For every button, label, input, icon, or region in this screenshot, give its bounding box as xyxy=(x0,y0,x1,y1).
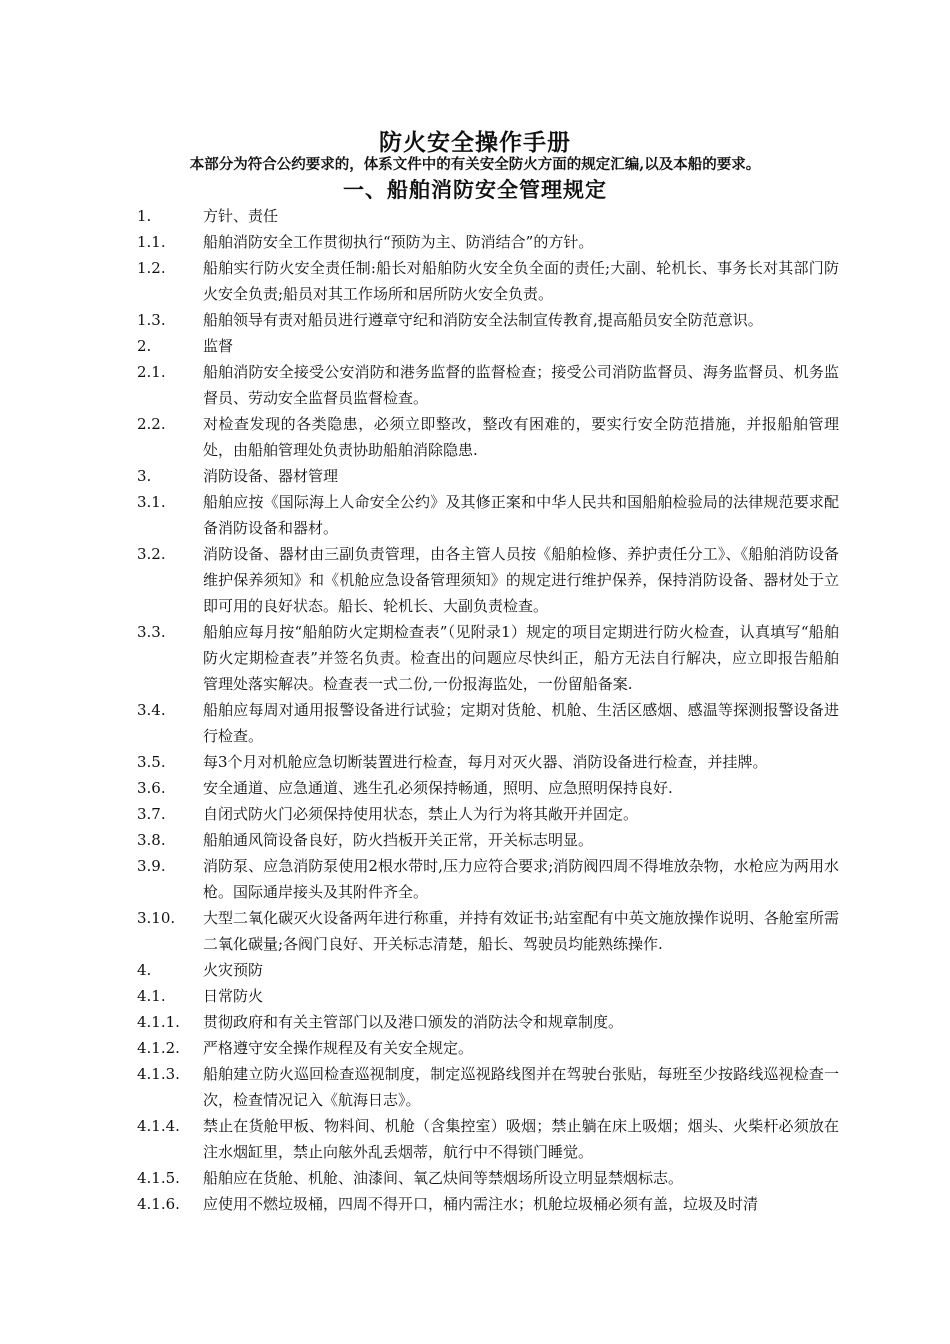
item-number: 2. xyxy=(137,337,152,355)
list-item xyxy=(137,1113,839,1165)
list-item xyxy=(137,333,839,359)
item-number: 3.4. xyxy=(137,701,166,719)
list-item xyxy=(137,697,839,749)
item-number: 1. xyxy=(137,207,152,225)
list-item xyxy=(137,1009,839,1035)
list-item xyxy=(137,489,839,541)
item-text: 消防设备、器材管理 xyxy=(203,467,339,485)
item-text: 严格遵守安全操作规程及有关安全规定。 xyxy=(203,1039,474,1057)
item-text: 方针、责任 xyxy=(203,207,279,225)
item-text: 每3个月对机舱应急切断装置进行检查，每月对灭火器、消防设备进行检查，并挂牌。 xyxy=(203,753,768,771)
item-number: 4.1.4. xyxy=(137,1117,180,1135)
document-body xyxy=(137,203,839,1217)
item-number: 3.1. xyxy=(137,493,166,511)
item-number: 3.6. xyxy=(137,779,166,797)
item-text: 贯彻政府和有关主管部门以及港口颁发的消防法令和规章制度。 xyxy=(203,1013,624,1031)
list-item xyxy=(137,203,839,229)
item-text: 船舶应每月按“船舶防火定期检查表”（见附录1）规定的项目定期进行防火检查，认真填写“船舶防火定期检查表”并签名负责。检查出的问题应尽快纠正，船方无法自行解决，应立即报告船舶管理处落实解决。检查表一式二份,一份报海监处，一份留船备案. xyxy=(203,623,839,693)
item-number: 2.2. xyxy=(137,415,166,433)
section-heading: 一、船舶消防安全管理规定 xyxy=(343,177,607,202)
list-item xyxy=(137,853,839,905)
list-item xyxy=(137,411,839,463)
item-text: 大型二氧化碳灭火设备两年进行称重，并持有效证书;站室配有中英文施放操作说明、各舱室所需二氧化碳量;各阀门良好、开关标志清楚，船长、驾驶员均能熟练操作. xyxy=(203,909,839,953)
item-text: 船舶建立防火巡回检查巡视制度，制定巡视路线图并在驾驶台张贴，每班至少按路线巡视检查一次，检查情况记入《航海日志》。 xyxy=(203,1065,839,1109)
list-item xyxy=(137,749,839,775)
item-text: 禁止在货舱甲板、物料间、机舱（含集控室）吸烟；禁止躺在床上吸烟；烟头、火柴杆必须放在注水烟缸里，禁止向舷外乱丢烟蒂，航行中不得锁门睡觉。 xyxy=(203,1117,839,1161)
document-title: 防火安全操作手册 xyxy=(379,129,571,156)
list-item xyxy=(137,359,839,411)
list-item xyxy=(137,983,839,1009)
item-number: 4. xyxy=(137,961,152,979)
item-text: 监督 xyxy=(203,337,234,355)
item-number: 3.5. xyxy=(137,753,166,771)
item-number: 1.2. xyxy=(137,259,166,277)
list-item xyxy=(137,775,839,801)
list-item xyxy=(137,905,839,957)
list-item xyxy=(137,255,839,307)
item-text: 对检查发现的各类隐患，必须立即整改，整改有困难的，要实行安全防范措施，并报船舶管理处，由船舶管理处负责协助船舶消除隐患. xyxy=(203,415,839,459)
item-text: 船舶应按《国际海上人命安全公约》及其修正案和中华人民共和国船舶检验局的法律规范要求配备消防设备和器材。 xyxy=(203,493,839,537)
item-text: 火灾预防 xyxy=(203,961,264,979)
document-subtitle: 本部分为符合公约要求的，体系文件中的有关安全防火方面的规定汇编,以及本船的要求。 xyxy=(189,156,761,173)
list-item xyxy=(137,957,839,983)
item-number: 3.8. xyxy=(137,831,166,849)
item-text: 船舶领导有责对船员进行遵章守纪和消防安全法制宣传教育,提高船员安全防范意识。 xyxy=(203,311,763,329)
list-item xyxy=(137,619,839,697)
item-number: 3.3. xyxy=(137,623,166,641)
item-text: 船舶应在货舱、机舱、油漆间、氧乙炔间等禁烟场所设立明显禁烟标志。 xyxy=(203,1169,684,1187)
item-number: 3.10. xyxy=(137,909,176,927)
item-number: 4.1.2. xyxy=(137,1039,180,1057)
item-text: 消防泵、应急消防泵使用2根水带时,压力应符合要求;消防阀四周不得堆放杂物，水枪应为两用水枪。国际通岸接头及其附件齐全。 xyxy=(203,857,839,901)
list-item xyxy=(137,1061,839,1113)
item-text: 应使用不燃垃圾桶，四周不得开口，桶内需注水；机舱垃圾桶必须有盖，垃圾及时清 xyxy=(203,1195,759,1213)
item-number: 1.1. xyxy=(137,233,166,251)
item-number: 4.1.3. xyxy=(137,1065,180,1083)
item-number: 3. xyxy=(137,467,152,485)
item-number: 1.3. xyxy=(137,311,166,329)
item-text: 消防设备、器材由三副负责管理，由各主管人员按《船舶检修、养护责任分工》、《船舶消防设备维护保养须知》和《机舱应急设备管理须知》的规定进行维护保养，保持消防设备、器材处于立即可用的良好状态。船长、轮机长、大副负责检查。 xyxy=(203,545,839,615)
item-number: 4.1. xyxy=(137,987,166,1005)
list-item xyxy=(137,827,839,853)
list-item xyxy=(137,1165,839,1191)
item-number: 3.2. xyxy=(137,545,166,563)
list-item xyxy=(137,1191,839,1217)
item-number: 4.1.1. xyxy=(137,1013,180,1031)
item-number: 4.1.6. xyxy=(137,1195,180,1213)
item-text: 船舶消防安全接受公安消防和港务监督的监督检查；接受公司消防监督员、海务监督员、机务监督员、劳动安全监督员监督检查。 xyxy=(203,363,839,407)
list-item xyxy=(137,541,839,619)
list-item xyxy=(137,463,839,489)
item-number: 2.1. xyxy=(137,363,166,381)
item-text: 船舶实行防火安全责任制:船长对船舶防火安全负全面的责任;大副、轮机长、事务长对其部门防火安全负责;船员对其工作场所和居所防火安全负责。 xyxy=(203,259,839,303)
item-text: 自闭式防火门必须保持使用状态，禁止人为行为将其敞开并固定。 xyxy=(203,805,639,823)
list-item xyxy=(137,229,839,255)
item-text: 船舶消防安全工作贯彻执行“预防为主、防消结合”的方针。 xyxy=(203,233,594,251)
item-number: 3.7. xyxy=(137,805,166,823)
item-text: 船舶通风筒设备良好，防火挡板开关正常，开关标志明显。 xyxy=(203,831,594,849)
item-text: 安全通道、应急通道、逃生孔必须保持畅通，照明、应急照明保持良好. xyxy=(203,779,673,797)
item-number: 3.9. xyxy=(137,857,166,875)
item-number: 4.1.5. xyxy=(137,1169,180,1187)
list-item xyxy=(137,801,839,827)
list-item xyxy=(137,307,839,333)
item-text: 船舶应每周对通用报警设备进行试验；定期对货舱、机舱、生活区感烟、感温等探测报警设备进行检查。 xyxy=(203,701,839,745)
item-text: 日常防火 xyxy=(203,987,264,1005)
list-item xyxy=(137,1035,839,1061)
